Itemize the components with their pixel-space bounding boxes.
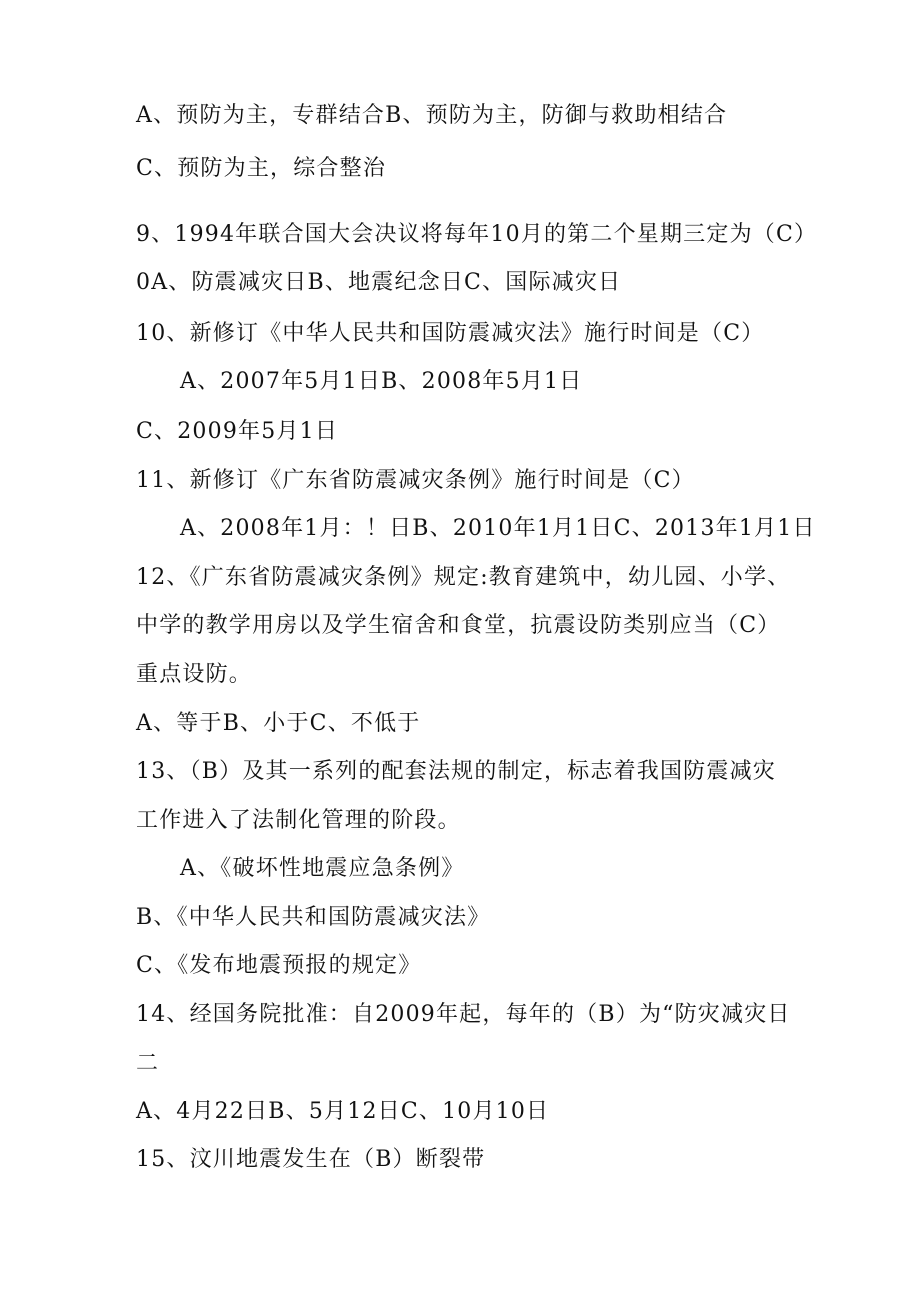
q12-options: A、等于B、小于C、不低于 — [136, 711, 421, 736]
q10-options-ab: A、2007年5月1日B、2008年5月1日 — [180, 369, 583, 394]
q13-option-a: A、《破坏性地震应急条例》 — [180, 856, 465, 881]
q8-options-ab: A、预防为主，专群结合B、预防为主，防御与救助相结合 — [136, 103, 728, 128]
q13-option-b: B、《中华人民共和国防震减灾法》 — [136, 905, 491, 930]
q9-options: 0A、防震减灾日B、地震纪念日C、国际减灾日 — [136, 270, 622, 295]
q15-question: 15、汶川地震发生在（B）断裂带 — [136, 1147, 486, 1172]
q10-question: 10、新修订《中华人民共和国防震减灾法》施行时间是（C） — [136, 321, 765, 346]
q12-question-line-2: 中学的教学用房以及学生宿舍和食堂，抗震设防类别应当（C） — [136, 613, 781, 638]
q14-question-line-2: 二 — [136, 1051, 160, 1076]
q14-question-line-1: 14、经国务院批准：自2009年起，每年的（B）为“防灾减灾日 — [136, 1002, 791, 1027]
q8-option-c: C、预防为主，综合整治 — [136, 156, 387, 181]
q13-option-c: C、《发布地震预报的规定》 — [136, 953, 422, 978]
q13-question-line-2: 工作进入了法制化管理的阶段。 — [136, 808, 461, 833]
q14-options: A、4月22日B、5月12日C、10月10日 — [136, 1099, 550, 1124]
q10-option-c: C、2009年5月1日 — [136, 419, 339, 444]
q12-question-line-3: 重点设防。 — [136, 662, 253, 687]
q13-question-line-1: 13、（B）及其一系列的配套法规的制定，标志着我国防震减灾 — [136, 759, 776, 784]
q12-question-line-1: 12、《广东省防震减灾条例》规定:教育建筑中，幼儿园、小学、 — [136, 565, 791, 590]
q11-options: A、2008年1月：！日B、2010年1月1日C、2013年1月1日 — [180, 516, 816, 541]
q9-question: 9、1994年联合国大会决议将每年10月的第二个星期三定为（C） — [136, 222, 818, 247]
q11-question: 11、新修订《广东省防震减灾条例》施行时间是（C） — [136, 468, 695, 493]
